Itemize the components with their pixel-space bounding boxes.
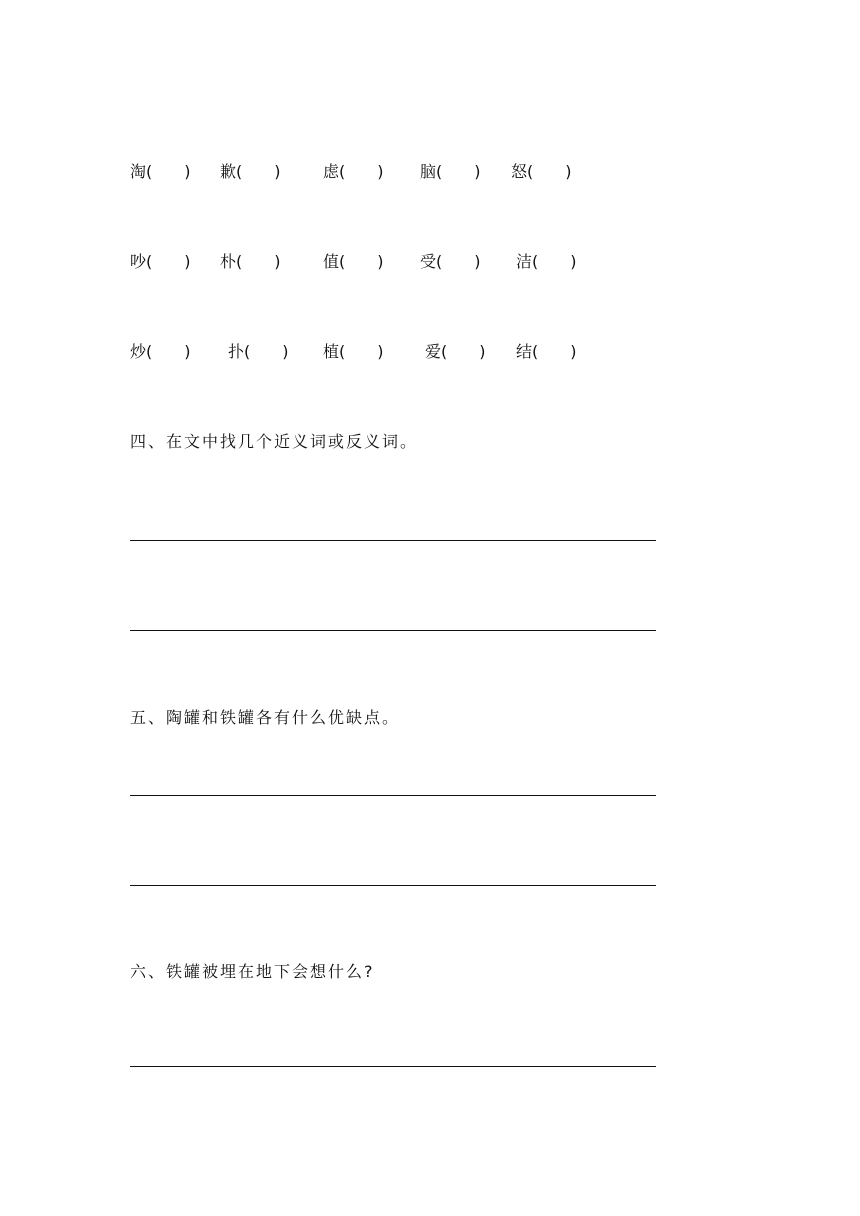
character-blank: 结( ) — [516, 342, 577, 361]
character-blank: 吵( ) — [130, 252, 191, 271]
question-5: 五、陶罐和铁罐各有什么优缺点。 — [130, 708, 401, 727]
character-blank: 脑( ) — [420, 162, 481, 181]
character-blank: 值( ) — [323, 252, 384, 271]
character-blank: 炒( ) — [130, 342, 191, 361]
character-blank: 受( ) — [420, 252, 481, 271]
character-blank: 朴( ) — [220, 252, 281, 271]
question-4: 四、在文中找几个近义词或反义词。 — [130, 432, 419, 451]
question-6: 六、铁罐被埋在地下会想什么? — [130, 962, 375, 981]
character-blank: 爱( ) — [425, 342, 486, 361]
answer-line[interactable] — [130, 540, 656, 541]
character-blank: 扑( ) — [228, 342, 289, 361]
answer-line[interactable] — [130, 630, 656, 631]
character-blank: 歉( ) — [220, 162, 281, 181]
character-blank: 怒( ) — [511, 162, 572, 181]
answer-line[interactable] — [130, 885, 656, 886]
character-blank: 虑( ) — [323, 162, 384, 181]
character-blank: 植( ) — [323, 342, 384, 361]
answer-line[interactable] — [130, 795, 656, 796]
character-blank: 洁( ) — [516, 252, 577, 271]
answer-line[interactable] — [130, 1066, 656, 1067]
character-blank: 淘( ) — [130, 162, 191, 181]
